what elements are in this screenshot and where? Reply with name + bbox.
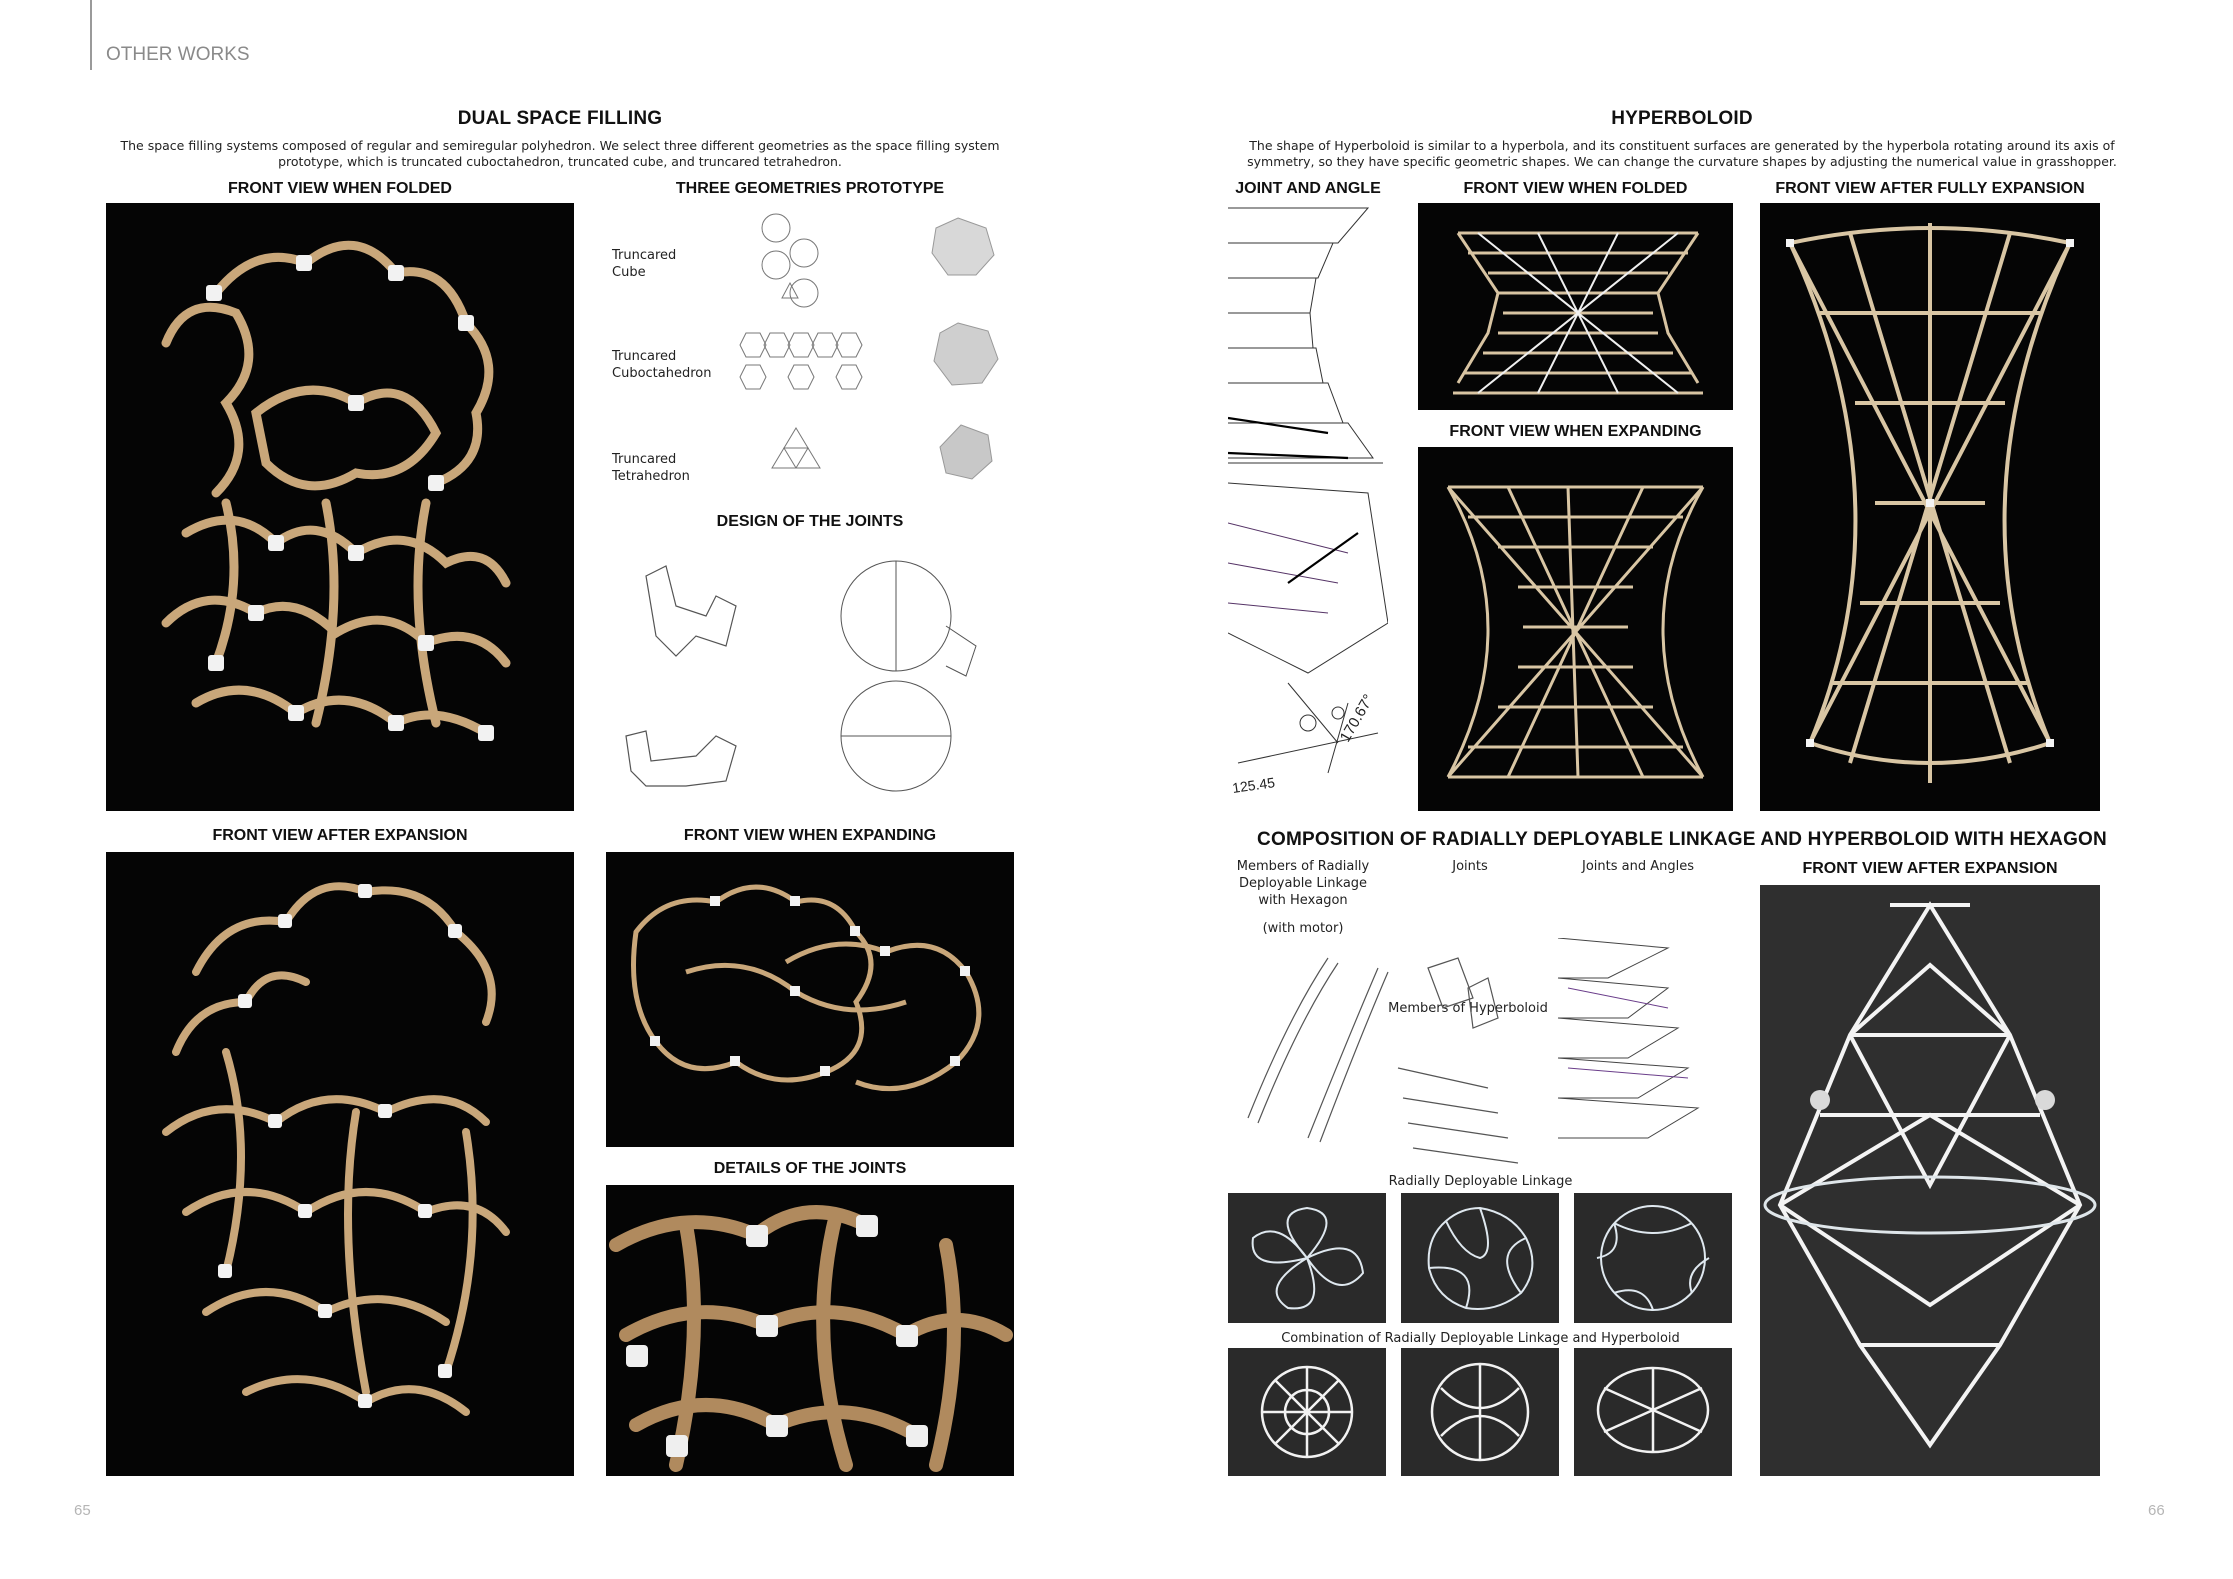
left-intro: The space filling systems composed of regular and semiregular polyhedron. We select three different geometries as the space filling system prototype, which is truncated cuboctahedron, truncated cube, and truncared tetrahedron. — [120, 138, 1000, 169]
section-header: OTHER WORKS — [106, 44, 250, 65]
radial-linkage-graphic-1 — [1228, 1193, 1386, 1323]
caption-left-expanding: FRONT VIEW WHEN EXPANDING — [683, 827, 937, 844]
geometry-label-cube: Truncared Cube — [612, 248, 677, 280]
radial-linkage-graphic-2 — [1401, 1193, 1559, 1323]
photo-radial-linkage-1 — [1228, 1193, 1386, 1323]
composition-expanded-graphic — [1760, 885, 2100, 1476]
photo-composition-expanded — [1760, 885, 2100, 1476]
caption-prototype: THREE GEOMETRIES PROTOTYPE — [675, 180, 945, 197]
photo-joints-details — [606, 1185, 1014, 1476]
joint-angle-panel — [1228, 203, 1388, 811]
label-joints-angles: Joints and Angles — [1582, 859, 1694, 874]
caption-joint-angle: JOINT AND ANGLE — [1235, 180, 1381, 197]
label-members-hyperboloid: Members of Hyperboloid — [1388, 1001, 1548, 1016]
label-combination: Combination of Radially Deployable Linkage and Hyperboloid — [1281, 1331, 1680, 1346]
photo-radial-linkage-2 — [1401, 1193, 1559, 1323]
prototype-panel — [606, 203, 1014, 503]
radial-linkage-graphic-3 — [1574, 1193, 1732, 1323]
caption-right-expanding: FRONT VIEW WHEN EXPANDING — [1449, 423, 1702, 440]
geometry-label-tetrahedron: Truncared Tetrahedron — [612, 452, 690, 484]
caption-joints-design: DESIGN OF THE JOINTS — [716, 513, 904, 530]
left-title: DUAL SPACE FILLING — [457, 108, 663, 129]
right-title: HYPERBOLOID — [1611, 108, 1753, 129]
prototype-graphics — [736, 203, 1014, 503]
label-joints: Joints — [1452, 859, 1488, 874]
dimension-angle: 170.67° — [1336, 691, 1378, 745]
joint-angle-drawing — [1228, 203, 1388, 811]
label-with-motor: (with motor) — [1262, 921, 1344, 936]
caption-fully-expansion: FRONT VIEW AFTER FULLY EXPANSION — [1775, 180, 2085, 197]
label-radial-linkage: Radially Deployable Linkage — [1388, 1174, 1573, 1189]
expanding-structure-graphic — [606, 852, 1014, 1147]
composition-title: COMPOSITION OF RADIALLY DEPLOYABLE LINKAGE AND HYPERBOLOID WITH HEXAGON — [1257, 829, 2107, 850]
combination-graphic-3 — [1574, 1348, 1732, 1476]
photo-after-expansion — [106, 852, 574, 1476]
label-members-radial: Members of Radially Deployable Linkage with Hexagon — [1236, 859, 1370, 908]
caption-joints-details: DETAILS OF THE JOINTS — [713, 1160, 907, 1177]
expansion-structure-graphic — [106, 852, 574, 1476]
page-number-right: 66 — [2148, 1502, 2165, 1519]
joints-design-drawing — [606, 536, 1014, 811]
hyperboloid-folded-graphic — [1418, 203, 1733, 410]
combination-graphic-2 — [1401, 1348, 1559, 1476]
hyperboloid-expanding-graphic — [1418, 447, 1733, 811]
photo-combination-2 — [1401, 1348, 1559, 1476]
joints-design-panel — [606, 536, 1014, 811]
photo-hyperboloid-expanding — [1418, 447, 1733, 811]
joints-details-graphic — [606, 1185, 1014, 1476]
photo-combination-1 — [1228, 1348, 1386, 1476]
combination-graphic-1 — [1228, 1348, 1386, 1476]
photo-hyperboloid-fully-expanded — [1760, 203, 2100, 811]
folded-structure-graphic — [106, 203, 574, 811]
composition-diagrams — [1228, 858, 1733, 1178]
header-rule — [90, 0, 92, 70]
caption-right-folded: FRONT VIEW WHEN FOLDED — [1463, 180, 1688, 197]
composition-line-drawings — [1228, 938, 1733, 1178]
dimension-length: 125.45 — [1231, 774, 1276, 796]
right-intro: The shape of Hyperboloid is similar to a hyperbola, and its constituent surfaces are generated by the hyperbola rotating around its axis of symmetry, so they have specific geometric shapes. We can change the curvature shapes by adjusting the numerical value in grasshopper. — [1247, 138, 2117, 169]
page-number-left: 65 — [74, 1502, 91, 1519]
geometry-label-cuboctahedron: Truncared Cuboctahedron — [612, 349, 712, 381]
caption-left-after-expansion: FRONT VIEW AFTER EXPANSION — [212, 827, 468, 844]
hyperboloid-fully-expanded-graphic — [1760, 203, 2100, 811]
photo-radial-linkage-3 — [1574, 1193, 1732, 1323]
photo-folded — [106, 203, 574, 811]
photo-expanding — [606, 852, 1014, 1147]
caption-left-folded: FRONT VIEW WHEN FOLDED — [228, 180, 452, 197]
caption-right-after-expansion: FRONT VIEW AFTER EXPANSION — [1802, 860, 2058, 877]
photo-combination-3 — [1574, 1348, 1732, 1476]
photo-hyperboloid-folded — [1418, 203, 1733, 410]
